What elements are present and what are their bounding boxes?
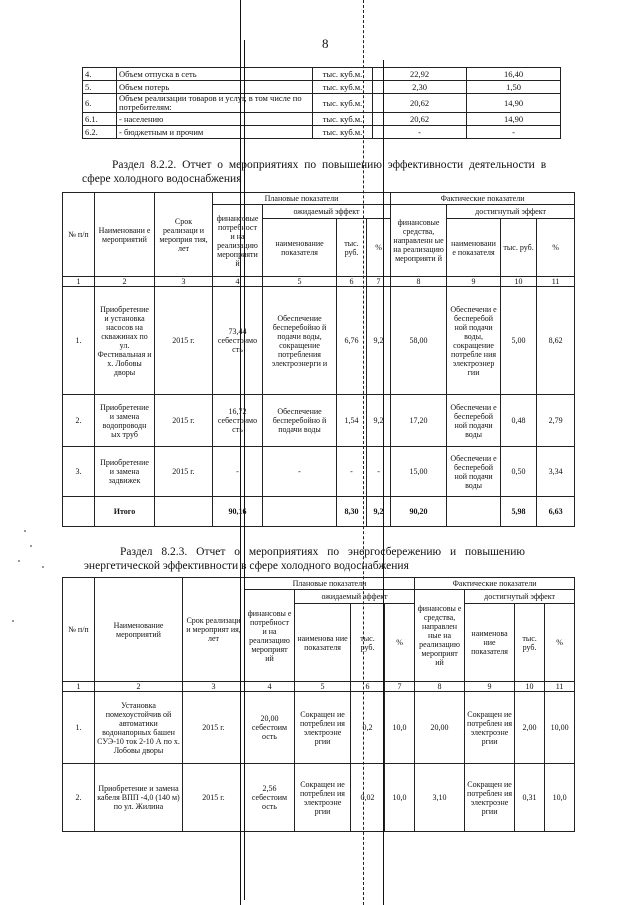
value-plan: 20,62 — [373, 113, 467, 126]
column-number: 6 — [351, 682, 385, 692]
unit: тыс. куб.м. — [313, 81, 373, 94]
th-fact-effect: достигнутый эффект — [465, 590, 575, 604]
row-number: 6.2. — [83, 126, 117, 139]
column-number: 4 — [245, 682, 295, 692]
cell-plan-rub: 0,2 — [351, 692, 385, 764]
th-fact-rub: тыс. руб. — [515, 604, 545, 682]
cell-name: Приобретение и установка насосов на скважинах по ул. Фестивальная и х. Лобовы дворы — [95, 287, 155, 395]
page-number: 8 — [322, 36, 329, 51]
indicator-name: - населению — [117, 113, 313, 126]
indicator-name: - бюджетным и прочим — [117, 126, 313, 139]
unit: тыс. куб.м. — [313, 94, 373, 113]
value-fact: 1,50 — [467, 81, 561, 94]
column-number: 9 — [465, 682, 515, 692]
cell-name: Приобретение и замена водопроводн ых труб — [95, 395, 155, 447]
row-number: 6.1. — [83, 113, 117, 126]
column-number: 1 — [63, 277, 95, 287]
column-number: 2 — [95, 277, 155, 287]
scan-line — [363, 0, 364, 905]
cell-plan-fin: 73,44 себестоимо сть — [213, 287, 263, 395]
cell-plan-pct: 9,2 — [367, 497, 391, 527]
table-row — [63, 395, 575, 447]
cell-num: 1. — [63, 287, 95, 395]
th-fact-ind: наименовани е показателя — [447, 219, 501, 277]
column-number: 9 — [447, 277, 501, 287]
table-row — [63, 447, 575, 497]
cell-fact-ind — [447, 497, 501, 527]
cell-plan-ind: Обеспечение бесперебойно й подачи воды — [263, 395, 337, 447]
row-number: 4. — [83, 68, 117, 81]
row-number: 5. — [83, 81, 117, 94]
cell-plan-fin: 90,16 — [213, 497, 263, 527]
th-fact-fin: финансовы е средства, направлен ные на реализацию мероприят ий — [415, 590, 465, 682]
value-fact: 16,40 — [467, 68, 561, 81]
cell-fact-ind: Сокращен ие потреблен ия электроэне ргии — [465, 692, 515, 764]
th-name: Наименовани е мероприятий — [95, 193, 155, 277]
cell-fact-fin: 17,20 — [391, 395, 447, 447]
th-fact-ind: наименова ние показателя — [465, 604, 515, 682]
cell-term: 2015 г. — [155, 287, 213, 395]
value-fact: 14,90 — [467, 113, 561, 126]
column-number: 11 — [537, 277, 575, 287]
table-row — [83, 113, 561, 126]
cell-plan-pct: 9,2 — [367, 287, 391, 395]
th-fact-rub: тыс. руб. — [501, 219, 537, 277]
cell-plan-pct: - — [367, 447, 391, 497]
row-number: 6. — [83, 94, 117, 113]
cell-plan-fin: - — [213, 447, 263, 497]
cell-fact-pct: 10,00 — [545, 692, 575, 764]
section-823-title — [84, 545, 580, 573]
value-fact: 14,90 — [467, 94, 561, 113]
th-name: Наименование мероприятий — [95, 578, 183, 682]
column-number: 2 — [95, 682, 183, 692]
cell-fact-rub: 5,98 — [501, 497, 537, 527]
column-number: 4 — [213, 277, 263, 287]
table-row — [83, 126, 561, 139]
th-term: Срок реализаци и мероприя тия, лет — [155, 193, 213, 277]
cell-plan-rub: - — [337, 447, 367, 497]
efficiency-table — [62, 192, 575, 527]
total-row — [63, 497, 575, 527]
cell-fact-fin: 58,00 — [391, 287, 447, 395]
th-fact-pct: % — [537, 219, 575, 277]
th-plan-fin: финансовы е потребност и на реализацию мероприят ий — [245, 590, 295, 682]
column-number: 6 — [337, 277, 367, 287]
section-823-title-line1: Раздел 8.2.3. Отчет о мероприятиях по энергосбережению и повышению — [120, 546, 525, 558]
cell-term — [155, 497, 213, 527]
th-plan-ind: наименова ние показателя — [295, 604, 351, 682]
table-row — [63, 692, 575, 764]
cell-plan-pct: 10,0 — [385, 764, 415, 832]
cell-fact-rub: 0,50 — [501, 447, 537, 497]
cell-plan-ind: Сокращен ие потреблен ия электроэне ргии — [295, 764, 351, 832]
table-row — [83, 94, 561, 113]
th-plan-pct: % — [367, 219, 391, 277]
indicator-name: Объем отпуска в сеть — [117, 68, 313, 81]
th-plan-fin: финансовые потребност и на реализацию мероприяти й — [213, 205, 263, 277]
cell-name: Приобретение и замена кабеля ВПП -4,0 (140 м) по ул. Жилина — [95, 764, 183, 832]
cell-term: 2015 г. — [183, 692, 245, 764]
table-row — [63, 764, 575, 832]
column-number: 5 — [295, 682, 351, 692]
column-number-row — [63, 277, 575, 287]
volume-table — [82, 67, 561, 139]
scan-speck — [42, 566, 44, 568]
indicator-name: Объем потерь — [117, 81, 313, 94]
cell-term: 2015 г. — [155, 395, 213, 447]
scan-speck — [30, 545, 32, 547]
column-number: 11 — [545, 682, 575, 692]
unit: тыс. куб.м. — [313, 113, 373, 126]
cell-fact-pct: 3,34 — [537, 447, 575, 497]
cell-plan-fin: 16,72 себестоимо сть — [213, 395, 263, 447]
cell-fact-fin: 3,10 — [415, 764, 465, 832]
indicator-name: Объем реализации товаров и услуг, в том числе по потребителям: — [117, 94, 313, 113]
scan-line — [240, 0, 241, 905]
cell-fact-ind: Обеспечени е бесперебой ной подачи воды — [447, 447, 501, 497]
column-number: 10 — [515, 682, 545, 692]
cell-name: Итого — [95, 497, 155, 527]
cell-plan-rub: 8,30 — [337, 497, 367, 527]
cell-fact-pct: 2,79 — [537, 395, 575, 447]
cell-fact-rub: 2,00 — [515, 692, 545, 764]
cell-fact-pct: 8,62 — [537, 287, 575, 395]
cell-num: 2. — [63, 764, 95, 832]
column-number-row — [63, 682, 575, 692]
cell-plan-ind: Обеспечение бесперебойно й подачи воды, сокращение потребления электроэнерги и — [263, 287, 337, 395]
th-fact: Фактические показатели — [415, 578, 575, 590]
cell-fact-pct: 10,0 — [545, 764, 575, 832]
cell-term: 2015 г. — [183, 764, 245, 832]
section-823-title-line2: энергетической эффективности в сфере холодного водоснабжения — [84, 560, 409, 572]
th-plan-rub: тыс. руб. — [337, 219, 367, 277]
section-822-title-line2: сфере холодного водоснабжения — [82, 173, 242, 185]
th-plan-ind: наименование показателя — [263, 219, 337, 277]
section-822-title-line1: Раздел 8.2.2. Отчет о мероприятиях по повышению эффективности деятельности в — [112, 159, 547, 171]
cell-name: Приобретение и замена задвижек — [95, 447, 155, 497]
cell-plan-rub: 6,76 — [337, 287, 367, 395]
cell-fact-rub: 5,00 — [501, 287, 537, 395]
value-plan: 2,30 — [373, 81, 467, 94]
cell-fact-fin: 90,20 — [391, 497, 447, 527]
cell-fact-pct: 6,63 — [537, 497, 575, 527]
column-number: 8 — [391, 277, 447, 287]
th-plan-rub: тыс. руб. — [351, 604, 385, 682]
th-num: № п/п — [63, 578, 95, 682]
th-term: Срок реализаци и мероприят ия, лет — [183, 578, 245, 682]
column-number: 1 — [63, 682, 95, 692]
cell-plan-rub: 1,54 — [337, 395, 367, 447]
column-number: 8 — [415, 682, 465, 692]
cell-fact-fin: 20,00 — [415, 692, 465, 764]
cell-plan-ind — [263, 497, 337, 527]
th-fact: Фактические показатели — [391, 193, 575, 205]
cell-name: Установка помехоустойчив ой автоматики водонапорных башен СУЭ-10 ток 2-10 А по х. Лобовы дворы — [95, 692, 183, 764]
th-plan: Плановые показатели — [213, 193, 391, 205]
cell-plan-pct: 10,0 — [385, 692, 415, 764]
cell-plan-ind: Сокращен ие потреблен ия электроэне ргии — [295, 692, 351, 764]
cell-num: 3. — [63, 447, 95, 497]
cell-fact-rub: 0,48 — [501, 395, 537, 447]
th-fact-effect: достигнутый эффект — [447, 205, 575, 219]
scan-line — [383, 60, 384, 905]
value-fact: - — [467, 126, 561, 139]
scan-speck — [18, 560, 20, 562]
column-number: 7 — [385, 682, 415, 692]
th-plan: Плановые показатели — [245, 578, 415, 590]
cell-fact-ind: Обеспечени е бесперебой ной подачи воды — [447, 395, 501, 447]
table-row — [83, 68, 561, 81]
table-row — [83, 81, 561, 94]
column-number: 5 — [263, 277, 337, 287]
cell-plan-pct: 9,2 — [367, 395, 391, 447]
unit: тыс. куб.м. — [313, 68, 373, 81]
th-plan-pct: % — [385, 604, 415, 682]
energy-saving-table — [62, 577, 575, 832]
column-number: 7 — [367, 277, 391, 287]
th-num: № п/п — [63, 193, 95, 277]
value-plan: - — [373, 126, 467, 139]
column-number: 3 — [183, 682, 245, 692]
cell-fact-fin: 15,00 — [391, 447, 447, 497]
unit: тыс. куб.м. — [313, 126, 373, 139]
cell-term: 2015 г. — [155, 447, 213, 497]
cell-fact-ind: Сокращен ие потреблен ия электроэне ргии — [465, 764, 515, 832]
th-plan-effect: ожидаемый эффект — [263, 205, 391, 219]
cell-plan-fin: 20,00 себестоим ость — [245, 692, 295, 764]
cell-plan-ind: - — [263, 447, 337, 497]
cell-fact-rub: 0,31 — [515, 764, 545, 832]
cell-plan-fin: 2,56 себестоим ость — [245, 764, 295, 832]
column-number: 3 — [155, 277, 213, 287]
scan-speck — [12, 620, 14, 622]
value-plan: 20,62 — [373, 94, 467, 113]
th-fact-pct: % — [545, 604, 575, 682]
column-number: 10 — [501, 277, 537, 287]
scan-line — [244, 40, 245, 900]
scan-speck — [24, 530, 26, 532]
cell-num: 2. — [63, 395, 95, 447]
th-plan-effect: ожидаемый эффект — [295, 590, 415, 604]
table-row — [63, 287, 575, 395]
cell-plan-rub: 0,02 — [351, 764, 385, 832]
th-fact-fin: финансовые средства, направленн ые на реализацию мероприяти й — [391, 205, 447, 277]
cell-num — [63, 497, 95, 527]
cell-num: 1. — [63, 692, 95, 764]
value-plan: 22,92 — [373, 68, 467, 81]
cell-fact-ind: Обеспечени е бесперебой ной подачи воды, сокращение потребле ния электроэнер гии — [447, 287, 501, 395]
section-822-title — [82, 158, 582, 186]
